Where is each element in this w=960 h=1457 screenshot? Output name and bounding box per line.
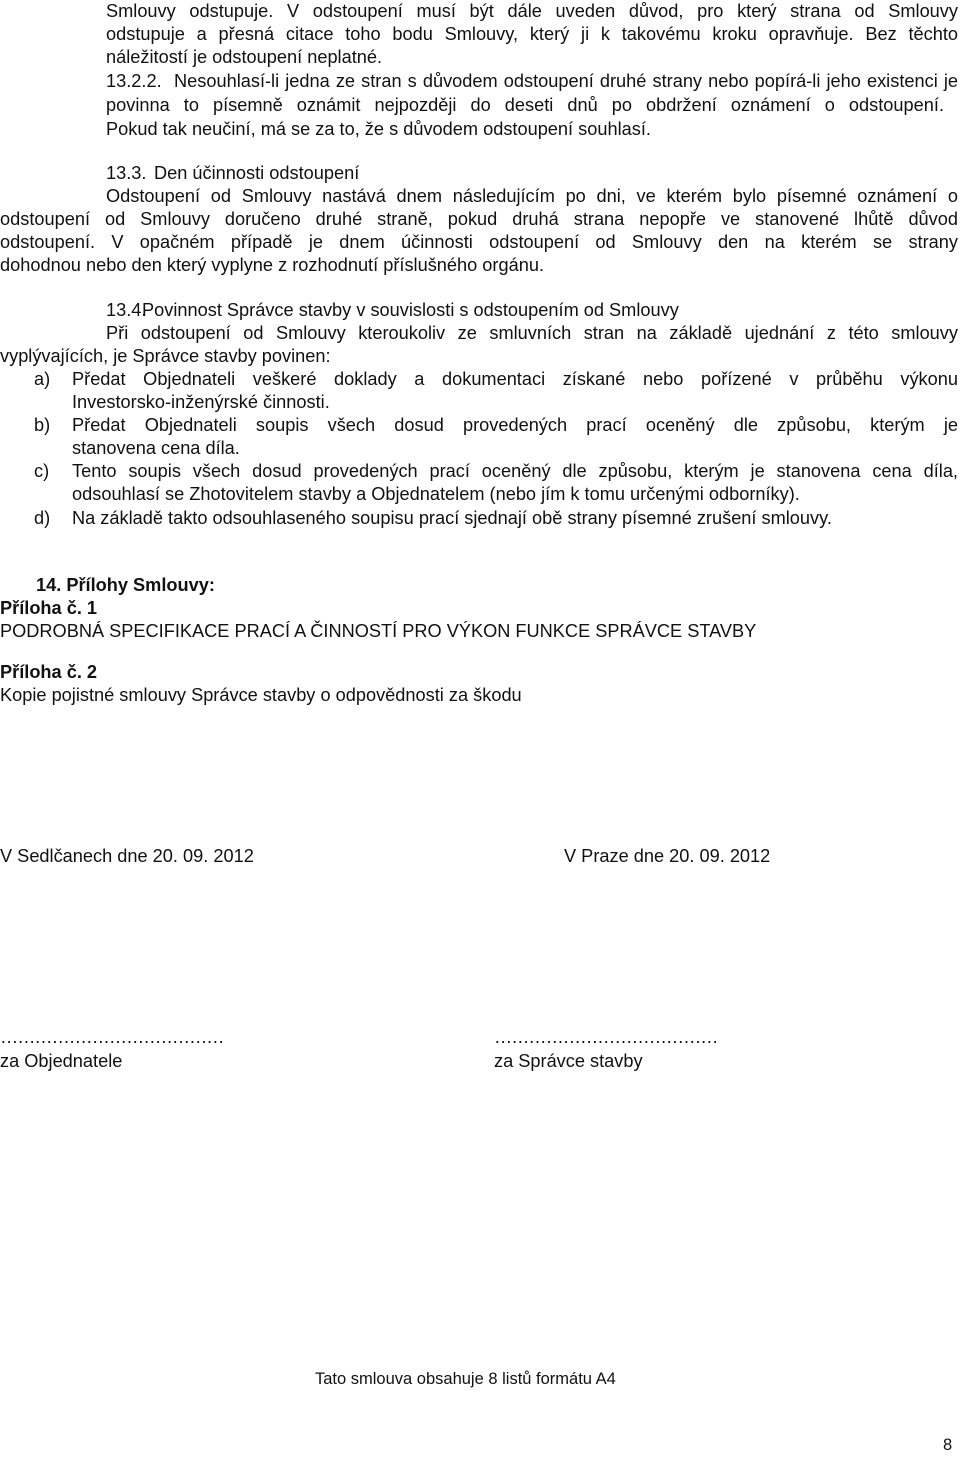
footer-note: Tato smlouva obsahuje 8 listů formátu A4 <box>315 1370 616 1388</box>
attachment-1-label: Příloha č. 1 <box>0 598 98 618</box>
signature-party-left: za Objednatele <box>0 1051 123 1071</box>
signature-party-right: za Správce stavby <box>494 1051 643 1071</box>
p13-2-line-2: odstupuje a přesná citace toho bodu Smlouvy, který ji k takovému kroku opravňuje. Bez těchto <box>106 24 958 44</box>
list-item-d-line-1: Na základě takto odsouhlaseného soupisu prací sjednají obě strany písemné zrušení smlouvy. <box>72 508 832 528</box>
p13-4-line-2: vyplývajících, je Správce stavby povinen: <box>0 346 331 366</box>
list-item-b-line-1: Předat Objednateli soupis všech dosud provedených prací oceněný dle způsobu, kterým je <box>72 415 958 435</box>
p13-4-line-1: Při odstoupení od Smlouvy kteroukoliv ze smluvních stran na základě ujednání z této smlouvy <box>106 323 958 343</box>
attachment-2-text: Kopie pojistné smlouvy Správce stavby o odpovědnosti za škodu <box>0 685 522 705</box>
section-14-heading: 14. Přílohy Smlouvy: <box>36 575 215 595</box>
p13-3-line-4: dohodnou nebo den který vyplyne z rozhodnutí příslušného orgánu. <box>0 255 544 275</box>
p13-3-heading: Den účinnosti odstoupení <box>154 163 360 183</box>
p13-2-2-line-2: povinna to písemně oznámit nejpozději do deseti dnů po obdržení oznámení o odstoupení. <box>106 95 944 115</box>
p13-2-2-line-3: Pokud tak neučiní, má se za to, že s důvodem odstoupení souhlasí. <box>106 119 651 139</box>
signature-place-left: V Sedlčanech dne 20. 09. 2012 <box>0 846 254 866</box>
signature-place-right: V Praze dne 20. 09. 2012 <box>564 846 771 866</box>
list-item-c-line-2: odsouhlasí se Zhotovitelem stavby a Objednatelem (nebo jím k tomu určenými odborníky). <box>72 484 800 504</box>
p13-3-line-2: odstoupení od Smlouvy doručeno druhé straně, pokud druhá strana nepopře ve stanovené lhůtě důvod <box>0 209 958 229</box>
p13-3-line-1: Odstoupení od Smlouvy nastává dnem následujícím po dni, ve kterém bylo písemné oznámení o <box>106 186 958 206</box>
list-item-c-line-1: Tento soupis všech dosud provedených prací oceněný dle způsobu, kterým je stanovena cena díla, <box>72 461 958 481</box>
attachment-2-label: Příloha č. 2 <box>0 662 98 682</box>
list-item-a-line-2: Investorsko-inženýrské činnosti. <box>72 392 330 412</box>
p13-4-heading: Povinnost Správce stavby v souvislosti s odstoupením od Smlouvy <box>142 300 679 320</box>
list-item-a-label: a) <box>34 369 51 389</box>
p13-2-line-1: Smlouvy odstupuje. V odstoupení musí být dále uveden důvod, pro který strana od Smlouvy <box>106 1 958 21</box>
p13-3-line-3: odstoupení. V opačném případě je dnem účinnosti odstoupení od Smlouvy den na kterém se strany <box>0 232 958 252</box>
p13-2-2-line-1: Nesouhlasí-li jedna ze stran s důvodem odstoupení druhé strany nebo popírá-li jeho existenci je <box>174 71 958 91</box>
list-item-b-line-2: stanovena cena díla. <box>72 438 240 458</box>
list-item-a-line-1: Předat Objednateli veškeré doklady a dokumentaci získané nebo pořízené v průběhu výkonu <box>72 369 958 389</box>
page-number: 8 <box>943 1436 953 1454</box>
p13-2-line-3: náležitostí je odstoupení neplatné. <box>106 47 383 67</box>
p13-3-number: 13.3. <box>106 163 147 183</box>
signature-dots-left: ………………………………… <box>0 1027 224 1047</box>
signature-dots-right: ………………………………… <box>494 1027 718 1047</box>
list-item-c-label: c) <box>34 461 50 481</box>
list-item-b-label: b) <box>34 415 51 435</box>
p13-4-number: 13.4. <box>106 300 147 320</box>
p13-2-2-number: 13.2.2. <box>106 71 162 91</box>
attachment-1-text: PODROBNÁ SPECIFIKACE PRACÍ A ČINNOSTÍ PRO VÝKON FUNKCE SPRÁVCE STAVBY <box>0 621 757 641</box>
list-item-d-label: d) <box>34 508 51 528</box>
